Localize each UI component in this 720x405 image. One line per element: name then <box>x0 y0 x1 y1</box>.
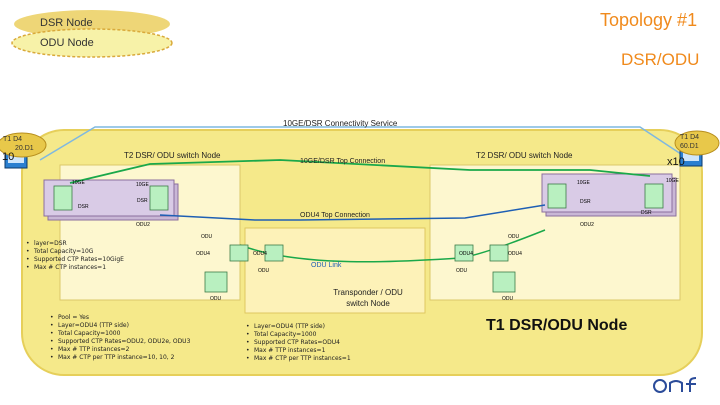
right-port-a[interactable] <box>548 184 566 208</box>
port-10ge-right-2: 10GE <box>666 178 679 184</box>
info-mid-item: • Total Capacity=1000 <box>50 330 190 338</box>
port-odu-f: ODU <box>502 296 514 302</box>
port-odu4-a: ODU4 <box>196 251 210 257</box>
port-dsr-left: DSR <box>78 204 89 210</box>
info-mid-item: • Layer=ODU4 (TTP side) <box>50 322 190 330</box>
port-odu4-c: ODU4 <box>459 251 473 257</box>
right-port-b[interactable] <box>645 184 663 208</box>
port-dsr-left-2: DSR <box>137 198 148 204</box>
port-odu-c: ODU <box>210 296 222 302</box>
mid-switch-b[interactable] <box>265 245 283 261</box>
port-odu-b: ODU <box>258 268 270 274</box>
transponder-label: Transponder / ODU switch Node <box>333 288 403 308</box>
info-right-list <box>246 323 351 363</box>
port-odu-e: ODU <box>456 268 468 274</box>
info-left-item: • layer=DSR <box>26 240 124 248</box>
info-mid-item: • Max # CTP per TTP instance=10, 10, 2 <box>50 354 190 362</box>
t1-node-label: T1 DSR/ODU Node <box>486 317 628 334</box>
left-multiplier: 10 <box>2 151 15 163</box>
port-odu4-d: ODU4 <box>508 251 522 257</box>
odu4-top-connection-label: ODU4 Top Connection <box>300 212 370 219</box>
port-10ge-left-2: 10GE <box>136 182 149 188</box>
port-odu2-left: ODU2 <box>136 222 150 228</box>
onf-logo <box>654 378 696 392</box>
info-left-item: • Supported CTP Rates=10GigE <box>26 256 124 264</box>
info-left-item: • Total Capacity=10G <box>26 248 124 256</box>
lower-switch-right[interactable] <box>493 272 515 292</box>
port-odu-d: ODU <box>508 234 520 240</box>
legend-dsr-label: DSR Node <box>40 17 93 29</box>
info-right-item: • Max # TTP instances=1 <box>246 347 351 355</box>
info-mid-item: • Supported CTP Rates=ODU2, ODU2e, ODU3 <box>50 338 190 346</box>
right-t2-label: T2 DSR/ ODU switch Node <box>476 151 573 160</box>
info-left-list <box>26 240 124 272</box>
left-endpoint-line-2: 20.D1 <box>15 145 34 152</box>
right-endpoint-line-1: T1 D4 <box>680 134 700 141</box>
mid-switch-a[interactable] <box>230 245 248 261</box>
info-right-item: • Max # CTP per TTP instances=1 <box>246 355 351 363</box>
info-right-item: • Supported CTP Rates=ODU4 <box>246 339 351 347</box>
mid-switch-d[interactable] <box>490 245 508 261</box>
port-odu4-b: ODU4 <box>253 251 267 257</box>
port-10ge-left: 10GE <box>72 180 85 186</box>
port-odu2-right: ODU2 <box>580 222 594 228</box>
info-mid-item: • Max # TTP instances=2 <box>50 346 190 354</box>
port-odu-a: ODU <box>201 234 213 240</box>
top-connection-label: 10GE/DSR Top Connection <box>300 158 386 165</box>
lower-switch-left[interactable] <box>205 272 227 292</box>
right-endpoint-line-2: 60.D1 <box>680 143 699 150</box>
info-right-item: • Layer=ODU4 (TTP side) <box>246 323 351 331</box>
info-mid-item: • Pool = Yes <box>50 314 190 322</box>
port-dsr-right-2: DSR <box>641 210 652 216</box>
legend-odu-label: ODU Node <box>40 37 94 49</box>
right-multiplier: x10 <box>667 156 685 168</box>
right-endpoint-label <box>680 133 699 151</box>
left-endpoint-line-1: T1 D4 <box>3 136 23 143</box>
left-port-b[interactable] <box>150 186 168 210</box>
info-left-item: • Max # CTP instances=1 <box>26 264 124 272</box>
page-title: Topology #1 <box>600 10 698 30</box>
port-dsr-right: DSR <box>580 199 591 205</box>
page-subtitle: DSR/ODU <box>621 50 700 69</box>
left-port-a[interactable] <box>54 186 72 210</box>
info-mid-list <box>50 314 190 362</box>
port-10ge-right: 10GE <box>577 180 590 186</box>
info-right-item: • Total Capacity=1000 <box>246 331 351 339</box>
left-t2-label: T2 DSR/ ODU switch Node <box>124 151 221 160</box>
service-label: 10GE/DSR Connectivity Service <box>283 119 398 128</box>
odu-link-label: ODU Link <box>311 262 342 269</box>
